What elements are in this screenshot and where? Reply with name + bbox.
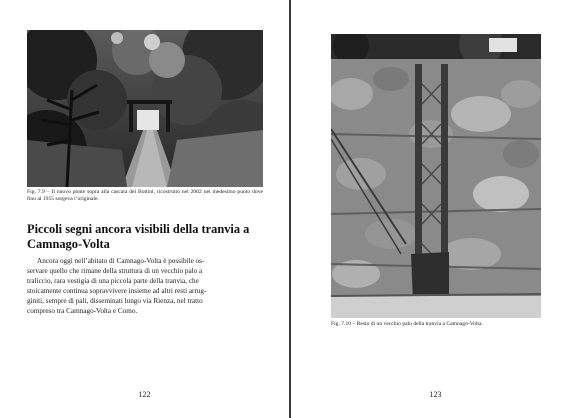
body-line: giniti, sempre di pali, disseminati lungo via Rienza, nel tratto <box>27 297 203 305</box>
figure-caption: Fig. 7.10 – Resto di un vecchio palo della tranvia a Camnago-Volta. <box>331 321 483 327</box>
right-page <box>291 0 580 418</box>
page-number: 123 <box>429 390 442 399</box>
bridge-photo <box>27 30 263 187</box>
body-line: servare quello che rimane della struttura di un vecchio palo a <box>27 267 203 275</box>
page-number: 122 <box>138 390 151 399</box>
body-paragraph <box>27 256 263 316</box>
section-heading: Piccoli segni ancora visibili della tranvia a Camnago-Volta <box>27 222 250 251</box>
body-line: traliccio, rara vestigia di una piccola parte della tranvia, che <box>27 277 199 285</box>
pole-photo <box>331 34 541 318</box>
figure-caption: Fig. 7.9 – Il nuovo ponte sopra alla cascata dei Bottini, ricostruito nel 2002 nel medesimo punto dove fino al 1955 sorgeva l’originale. <box>27 189 263 202</box>
body-line: compreso tra Camnago-Volta e Como. <box>27 307 138 315</box>
body-line: stoicamente continua sopravvivere insieme ad altri resti arrug- <box>27 287 207 295</box>
body-line: Ancora oggi nell’abitato di Camnago-Volta è possibile os- <box>37 257 205 265</box>
left-page <box>0 0 289 418</box>
